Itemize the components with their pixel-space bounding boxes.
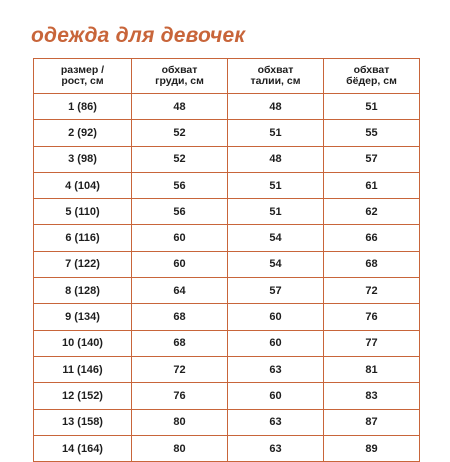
hips-cell: 55 [324,120,420,146]
header-waist-line2: талии, см [250,75,301,87]
size-cell: 10 (140) [34,330,132,356]
hips-cell: 87 [324,409,420,435]
waist-cell: 51 [228,199,324,225]
size-cell: 14 (164) [34,435,132,461]
header-hips-line2: бёдер, см [346,75,397,87]
table-row [34,225,420,251]
size-cell: 8 (128) [34,278,132,304]
size-chart-table [33,58,420,462]
chest-cell: 72 [132,356,228,382]
table-row [34,435,420,461]
hips-cell: 66 [324,225,420,251]
header-size-height-line2: рост, см [61,75,104,87]
hips-cell: 76 [324,304,420,330]
waist-cell: 48 [228,146,324,172]
size-cell: 2 (92) [34,120,132,146]
table-row [34,330,420,356]
header-hips [324,59,420,94]
chest-cell: 80 [132,435,228,461]
chest-cell: 76 [132,383,228,409]
table-row [34,356,420,382]
table-row [34,94,420,120]
size-cell: 1 (86) [34,94,132,120]
size-cell: 7 (122) [34,251,132,277]
waist-cell: 54 [228,225,324,251]
waist-cell: 57 [228,278,324,304]
waist-cell: 63 [228,356,324,382]
header-size-height [34,59,132,94]
header-chest-line1: обхват [161,64,198,76]
table-header-row [34,59,420,94]
chest-cell: 60 [132,251,228,277]
chest-cell: 56 [132,199,228,225]
chest-cell: 68 [132,304,228,330]
hips-cell: 57 [324,146,420,172]
table-row [34,172,420,198]
chest-cell: 60 [132,225,228,251]
size-cell: 12 (152) [34,383,132,409]
hips-cell: 61 [324,172,420,198]
header-chest [132,59,228,94]
chest-cell: 68 [132,330,228,356]
chest-cell: 56 [132,172,228,198]
waist-cell: 60 [228,304,324,330]
table-row [34,278,420,304]
size-cell: 4 (104) [34,172,132,198]
chest-cell: 48 [132,94,228,120]
page-title: одежда для девочек [31,24,246,47]
waist-cell: 48 [228,94,324,120]
waist-cell: 60 [228,383,324,409]
header-chest-line2: груди, см [155,75,204,87]
chest-cell: 64 [132,278,228,304]
hips-cell: 77 [324,330,420,356]
hips-cell: 68 [324,251,420,277]
waist-cell: 51 [228,172,324,198]
header-size-height-line1: размер / [60,64,105,76]
header-hips-line1: обхват [353,64,390,76]
size-cell: 6 (116) [34,225,132,251]
waist-cell: 51 [228,120,324,146]
hips-cell: 81 [324,356,420,382]
table-row [34,409,420,435]
table-row [34,304,420,330]
hips-cell: 62 [324,199,420,225]
size-cell: 3 (98) [34,146,132,172]
chest-cell: 80 [132,409,228,435]
hips-cell: 72 [324,278,420,304]
hips-cell: 83 [324,383,420,409]
table-row [34,199,420,225]
size-cell: 13 (158) [34,409,132,435]
table-row [34,383,420,409]
table-row [34,146,420,172]
size-cell: 9 (134) [34,304,132,330]
hips-cell: 89 [324,435,420,461]
header-waist [228,59,324,94]
waist-cell: 54 [228,251,324,277]
hips-cell: 51 [324,94,420,120]
waist-cell: 63 [228,409,324,435]
header-waist-line1: обхват [257,64,294,76]
table-row [34,251,420,277]
size-cell: 11 (146) [34,356,132,382]
waist-cell: 60 [228,330,324,356]
chest-cell: 52 [132,120,228,146]
chest-cell: 52 [132,146,228,172]
table-row [34,120,420,146]
size-cell: 5 (110) [34,199,132,225]
waist-cell: 63 [228,435,324,461]
